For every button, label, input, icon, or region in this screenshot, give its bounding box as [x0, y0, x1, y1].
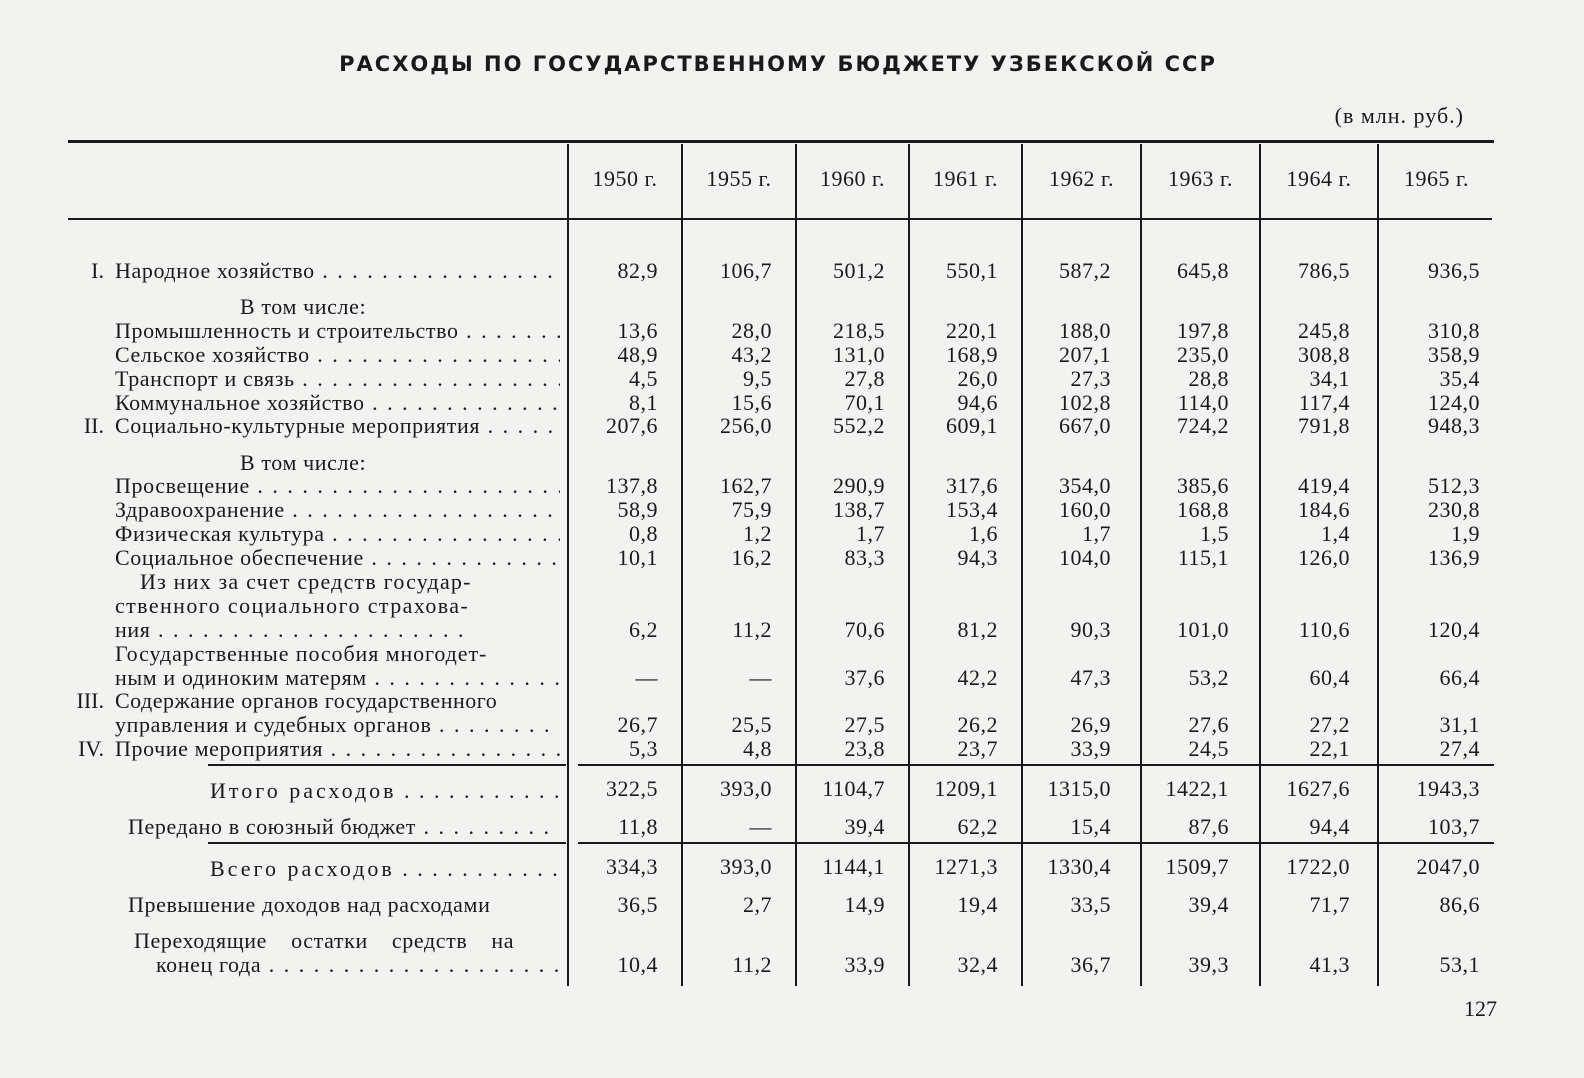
row-label: Здравоохранение . . . — [115, 497, 560, 523]
table-cell: — — [635, 665, 658, 690]
table-cell: 207,6 — [606, 413, 658, 438]
table-cell: 114,0 — [1177, 390, 1229, 415]
column-rule — [1377, 144, 1379, 986]
table-cell: 27,6 — [1188, 712, 1229, 737]
section-number: I. — [91, 258, 104, 283]
table-cell: 90,3 — [1070, 617, 1111, 642]
table-cell: 419,4 — [1298, 473, 1350, 498]
row-label: Социально-культурные мероприятия . . . — [115, 413, 560, 439]
table-cell: 26,0 — [957, 366, 998, 391]
table-cell: 87,6 — [1188, 814, 1229, 839]
table-cell: 334,3 — [606, 854, 658, 879]
table-cell: 104,0 — [1059, 545, 1111, 570]
row-label-line: конец года . . . — [156, 952, 560, 978]
table-cell: — — [749, 814, 772, 839]
header-rule — [68, 218, 1492, 220]
table-cell: 19,4 — [957, 892, 998, 917]
year-header: 1960 г. — [819, 166, 886, 191]
table-cell: 26,7 — [617, 712, 658, 737]
table-cell: 26,9 — [1070, 712, 1111, 737]
total-rule-left — [208, 842, 566, 844]
page-number: 127 — [1464, 996, 1497, 1021]
table-cell: 24,5 — [1188, 736, 1229, 761]
table-cell: 86,6 — [1439, 892, 1480, 917]
table-cell: 184,6 — [1298, 497, 1350, 522]
table-cell: 724,2 — [1177, 413, 1229, 438]
table-cell: 41,3 — [1309, 952, 1350, 977]
units-note: (в млн. руб.) — [1334, 103, 1464, 128]
table-cell: 27,5 — [844, 712, 885, 737]
table-cell: 552,2 — [833, 413, 885, 438]
table-cell: 393,0 — [720, 854, 772, 879]
table-cell: 71,7 — [1309, 892, 1350, 917]
table-cell: 1,6 — [969, 521, 998, 546]
row-label-line: Государственные пособия многодет- — [115, 641, 488, 666]
table-cell: 136,9 — [1428, 545, 1480, 570]
table-cell: 9,5 — [743, 366, 772, 391]
table-cell: 168,9 — [946, 342, 998, 367]
table-cell: 42,2 — [957, 665, 998, 690]
table-cell: 27,4 — [1439, 736, 1480, 761]
table-cell: 6,2 — [629, 617, 658, 642]
table-cell: 94,6 — [957, 390, 998, 415]
table-cell: 47,3 — [1070, 665, 1111, 690]
row-label: Коммунальное хозяйство . . . — [115, 390, 560, 416]
table-cell: 43,2 — [731, 342, 772, 367]
table-cell: 1209,1 — [934, 776, 998, 801]
row-label-line: управления и судебных органов . . . — [115, 712, 560, 738]
top-rule — [68, 140, 1494, 143]
table-cell: 33,9 — [1070, 736, 1111, 761]
total-rule-right — [578, 842, 1494, 844]
table-cell: 66,4 — [1439, 665, 1480, 690]
table-cell: 70,6 — [844, 617, 885, 642]
table-cell: 23,7 — [957, 736, 998, 761]
table-cell: 245,8 — [1298, 318, 1350, 343]
table-cell: 48,9 — [617, 342, 658, 367]
row-label: Передано в союзный бюджет . . . — [128, 814, 560, 840]
table-cell: 117,4 — [1298, 390, 1350, 415]
table-cell: 102,8 — [1059, 390, 1111, 415]
table-cell: 1330,4 — [1047, 854, 1111, 879]
table-cell: 34,1 — [1309, 366, 1350, 391]
table-cell: 15,6 — [731, 390, 772, 415]
table-cell: — — [749, 665, 772, 690]
table-cell: 35,4 — [1439, 366, 1480, 391]
row-label: Превышение доходов над расходами — [128, 892, 491, 917]
year-header: 1963 г. — [1167, 166, 1234, 191]
table-cell: 94,4 — [1309, 814, 1350, 839]
table-cell: 36,7 — [1070, 952, 1111, 977]
table-cell: 256,0 — [720, 413, 772, 438]
table-cell: 39,3 — [1188, 952, 1229, 977]
table-cell: 15,4 — [1070, 814, 1111, 839]
table-cell: 94,3 — [957, 545, 998, 570]
table-cell: 83,3 — [844, 545, 885, 570]
section-number: III. — [76, 688, 104, 713]
table-cell: 106,7 — [720, 258, 772, 283]
table-cell: 53,2 — [1188, 665, 1229, 690]
row-label: Транспорт и связь . . . — [115, 366, 560, 392]
row-label-line: ственного социального страхова- — [115, 593, 470, 618]
table-cell: 1,9 — [1451, 521, 1480, 546]
page-title: РАСХОДЫ ПО ГОСУДАРСТВЕННОМУ БЮДЖЕТУ УЗБЕКСКОЙ ССР — [339, 52, 1217, 76]
table-cell: 609,1 — [946, 413, 998, 438]
table-cell: 25,5 — [731, 712, 772, 737]
table-cell: 512,3 — [1428, 473, 1480, 498]
table-cell: 37,6 — [844, 665, 885, 690]
table-cell: 39,4 — [1188, 892, 1229, 917]
table-cell: 1,2 — [743, 521, 772, 546]
table-cell: 28,0 — [731, 318, 772, 343]
row-label: Социальное обеспечение . . . — [115, 545, 560, 571]
row-label: Итого расходов . . . — [210, 778, 560, 804]
row-label: Физическая культура . . . — [115, 521, 560, 547]
row-label-line: Переходящие остатки средств на — [134, 928, 515, 953]
table-cell: 358,9 — [1428, 342, 1480, 367]
row-label: Просвещение . . . — [115, 473, 560, 499]
table-cell: 124,0 — [1428, 390, 1480, 415]
table-cell: 1627,6 — [1286, 776, 1350, 801]
table-cell: 645,8 — [1177, 258, 1229, 283]
table-cell: 2047,0 — [1416, 854, 1480, 879]
row-label: Промышленность и строительство . . . — [115, 318, 560, 344]
table-cell: 27,3 — [1070, 366, 1111, 391]
table-cell: 22,1 — [1309, 736, 1350, 761]
table-cell: 1144,1 — [822, 854, 885, 879]
table-cell: 1943,3 — [1416, 776, 1480, 801]
section-number: IV. — [78, 736, 104, 761]
table-cell: 53,1 — [1439, 952, 1480, 977]
table-cell: 1,4 — [1321, 521, 1350, 546]
row-label: В том числе: — [240, 294, 367, 319]
table-cell: 82,9 — [617, 258, 658, 283]
table-cell: 36,5 — [617, 892, 658, 917]
row-label: Всего расходов . . . — [210, 856, 560, 882]
table-cell: 23,8 — [844, 736, 885, 761]
table-cell: 1422,1 — [1165, 776, 1229, 801]
year-header: 1964 г. — [1286, 166, 1352, 191]
table-cell: 26,2 — [957, 712, 998, 737]
table-cell: 33,5 — [1070, 892, 1111, 917]
table-cell: 1509,7 — [1165, 854, 1229, 879]
table-cell: 1271,3 — [934, 854, 998, 879]
table-cell: 10,4 — [617, 952, 658, 977]
table-cell: 27,2 — [1309, 712, 1350, 737]
section-number: II. — [83, 413, 104, 438]
table-cell: 62,2 — [957, 814, 998, 839]
table-cell: 235,0 — [1177, 342, 1229, 367]
table-cell: 131,0 — [833, 342, 885, 367]
table-cell: 8,1 — [629, 390, 658, 415]
table-cell: 354,0 — [1059, 473, 1111, 498]
table-cell: 1315,0 — [1047, 776, 1111, 801]
table-cell: 218,5 — [833, 318, 885, 343]
table-cell: 58,9 — [617, 497, 658, 522]
table-cell: 207,1 — [1059, 342, 1111, 367]
table-cell: 32,4 — [957, 952, 998, 977]
table-cell: 101,0 — [1177, 617, 1229, 642]
table-cell: 791,8 — [1298, 413, 1350, 438]
table-cell: 550,1 — [946, 258, 998, 283]
table-cell: 197,8 — [1177, 318, 1229, 343]
row-label: Сельское хозяйство . . . — [115, 342, 560, 368]
year-header: 1950 г. — [592, 166, 658, 191]
table-cell: 4,5 — [629, 366, 658, 391]
table-cell: 60,4 — [1309, 665, 1350, 690]
table-cell: 75,9 — [731, 497, 772, 522]
table-cell: 126,0 — [1298, 545, 1350, 570]
table-cell: 11,2 — [732, 952, 772, 977]
table-cell: 160,0 — [1059, 497, 1111, 522]
table-cell: 120,4 — [1428, 617, 1480, 642]
table-cell: 162,7 — [720, 473, 772, 498]
subtotal-rule-left — [208, 764, 566, 766]
table-cell: 1722,0 — [1286, 854, 1350, 879]
table-cell: 70,1 — [844, 390, 885, 415]
table-cell: 31,1 — [1439, 712, 1480, 737]
table-cell: 230,8 — [1428, 497, 1480, 522]
table-cell: 1104,7 — [822, 776, 885, 801]
table-cell: 110,6 — [1298, 617, 1350, 642]
table-cell: 786,5 — [1298, 258, 1350, 283]
table-cell: 103,7 — [1428, 814, 1480, 839]
table-cell: 2,7 — [743, 892, 772, 917]
year-header: 1955 г. — [706, 166, 772, 191]
table-cell: 4,8 — [743, 736, 772, 761]
row-label-line: ния . . . — [115, 617, 560, 643]
table-cell: 11,8 — [618, 814, 658, 839]
table-cell: 1,7 — [1082, 521, 1111, 546]
table-cell: 33,9 — [844, 952, 885, 977]
table-cell: 14,9 — [844, 892, 885, 917]
table-cell: 948,3 — [1428, 413, 1480, 438]
table-cell: 10,1 — [617, 545, 658, 570]
table-cell: 188,0 — [1059, 318, 1111, 343]
row-label: Прочие мероприятия . . . — [115, 736, 560, 762]
table-cell: 290,9 — [833, 473, 885, 498]
table-cell: 310,8 — [1428, 318, 1480, 343]
table-cell: 1,7 — [856, 521, 885, 546]
table-cell: 39,4 — [844, 814, 885, 839]
year-header: 1962 г. — [1048, 166, 1115, 191]
table-cell: 317,6 — [946, 473, 998, 498]
table-cell: 936,5 — [1428, 258, 1480, 283]
table-cell: 385,6 — [1177, 473, 1229, 498]
table-cell: 5,3 — [629, 736, 658, 761]
row-label-line: Содержание органов государственного — [115, 688, 498, 713]
row-label-line: Из них за счет средств государ- — [140, 569, 472, 594]
year-header: 1965 г. — [1403, 166, 1470, 191]
table-cell: 322,5 — [606, 776, 658, 801]
table-cell: 27,8 — [844, 366, 885, 391]
table-cell: 115,1 — [1177, 545, 1229, 570]
table-cell: 1,5 — [1200, 521, 1229, 546]
subtotal-rule-right — [578, 764, 1494, 766]
table-cell: 501,2 — [833, 258, 885, 283]
table-cell: 137,8 — [606, 473, 658, 498]
table-cell: 587,2 — [1059, 258, 1111, 283]
table-cell: 11,2 — [732, 617, 772, 642]
table-cell: 28,8 — [1188, 366, 1229, 391]
table-cell: 393,0 — [720, 776, 772, 801]
table-cell: 0,8 — [629, 521, 658, 546]
table-cell: 13,6 — [617, 318, 658, 343]
table-cell: 138,7 — [833, 497, 885, 522]
table-cell: 153,4 — [946, 497, 998, 522]
table-cell: 16,2 — [731, 545, 772, 570]
table-cell: 308,8 — [1298, 342, 1350, 367]
row-label-line: ным и одиноким матерям . . . — [115, 665, 560, 691]
table-cell: 168,8 — [1177, 497, 1229, 522]
table-cell: 220,1 — [946, 318, 998, 343]
table-cell: 81,2 — [957, 617, 998, 642]
row-label: В том числе: — [240, 450, 367, 475]
year-header: 1961 г. — [932, 166, 999, 191]
row-label: Народное хозяйство . . . — [115, 258, 560, 284]
table-cell: 667,0 — [1059, 413, 1111, 438]
